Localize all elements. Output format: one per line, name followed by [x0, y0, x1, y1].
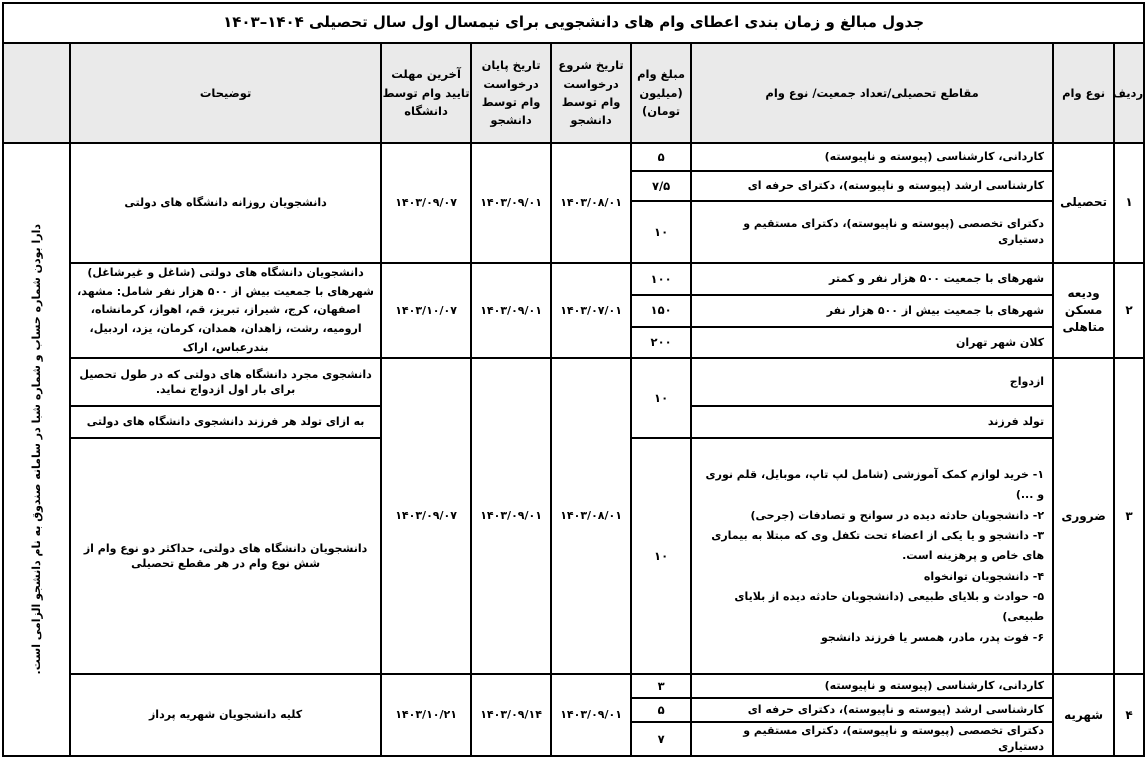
list-item: ۵- حوادث و بلایای طبیعی (دانشجویان حادثه دیده از بلایای طبیعی) [734, 589, 1045, 624]
amount-cell: ۱۰ [631, 201, 691, 263]
level-cell: شهرهای با جمعیت ۵۰۰ هزار نفر و کمتر [691, 263, 1053, 295]
start-date: ۱۴۰۳/۰۸/۰۱ [551, 143, 631, 263]
end-date: ۱۴۰۳/۰۹/۰۱ [471, 143, 551, 263]
loan-schedule-page [2, 2, 1143, 759]
level-cell: کاردانی، کارشناسی (پیوسته و ناپیوسته) [691, 143, 1053, 171]
notes-cell: کلیه دانشجویان شهریه پرداز [70, 674, 381, 756]
row-number: ۴ [1114, 674, 1144, 756]
list-item: ۱- خرید لوازم کمک آموزشی (شامل لپ تاپ، موبایل، قلم نوری و ...) [705, 467, 1045, 502]
level-cell: ازدواج [691, 358, 1053, 406]
header-level: مقاطع تحصیلی/تعداد جمعیت/ نوع وام [691, 43, 1053, 143]
deadline-date: ۱۴۰۳/۱۰/۲۱ [381, 674, 471, 756]
level-cell: کارشناسی ارشد (پیوسته و ناپیوسته)، دکترای حرفه ای [691, 171, 1053, 201]
notes-cell: دانشجویان روزانه دانشگاه های دولتی [70, 143, 381, 263]
amount-cell: ۲۰۰ [631, 327, 691, 359]
amount-cell: ۱۰۰ [631, 263, 691, 295]
deadline-date: ۱۴۰۳/۰۹/۰۷ [381, 358, 471, 674]
amount-cell: ۵ [631, 698, 691, 722]
loan-type: ضروری [1053, 358, 1114, 674]
loan-type: تحصیلی [1053, 143, 1114, 263]
level-cell: تولد فرزند [691, 406, 1053, 438]
loan-type: شهریه [1053, 674, 1114, 756]
notes-cell: دانشجویان دانشگاه های دولتی، حداکثر دو نوع وام از شش نوع وام در هر مقطع تحصیلی [70, 438, 381, 674]
end-date: ۱۴۰۳/۰۹/۰۱ [471, 358, 551, 674]
row-number: ۳ [1114, 358, 1144, 674]
loan-schedule-table [2, 2, 1145, 757]
notes-cell: دانشجوی مجرد دانشگاه های دولتی که در طول تحصیل برای بار اول ازدواج نماید. [70, 358, 381, 406]
amount-cell: ۱۵۰ [631, 295, 691, 327]
end-date: ۱۴۰۳/۰۹/۰۱ [471, 263, 551, 358]
amount-cell: ۷ [631, 722, 691, 756]
notes-cell: دانشجویان دانشگاه های دولتی (شاغل و غیرشاغل) شهرهای با جمعیت بیش از ۵۰۰ هزار نفر شامل: مشهد، اصفهان، کرج، شیراز، تبریز، قم، اهواز، کرمانشاه، ارومیه، رشت، زاهدان، همدان، کرمان، یزد، اردبیل، بندرعباس، اراک [70, 263, 381, 358]
header-amount: مبلغ وام (میلیون تومان) [631, 43, 691, 143]
emergency-list-cell [691, 438, 1053, 674]
end-date: ۱۴۰۳/۰۹/۱۴ [471, 674, 551, 756]
header-start-date: تاریخ شروع درخواست وام توسط دانشجو [551, 43, 631, 143]
row-number: ۲ [1114, 263, 1144, 358]
header-end-date: تاریخ پایان درخواست وام توسط دانشجو [471, 43, 551, 143]
level-cell: کارشناسی ارشد (پیوسته و ناپیوسته)، دکترای حرفه ای [691, 698, 1053, 722]
notes-cell: به ازای تولد هر فرزند دانشجوی دانشگاه های دولتی [70, 406, 381, 438]
side-header-empty [3, 43, 70, 143]
header-loan-type: نوع وام [1053, 43, 1114, 143]
amount-cell: ۷/۵ [631, 171, 691, 201]
side-note: دارا بودن شماره حساب و شماره شبا در سامانه صندوق به نام دانشجو الزامی است. [29, 224, 43, 675]
amount-cell: ۱۰ [631, 438, 691, 674]
level-cell: دکترای تخصصی (پیوسته و ناپیوسته)، دکترای مستقیم و دستیاری [691, 201, 1053, 263]
loan-type: ودیعه مسکن متاهلی [1053, 263, 1114, 358]
start-date: ۱۴۰۳/۰۹/۰۱ [551, 674, 631, 756]
header-row-number: ردیف [1114, 43, 1144, 143]
list-item: ۶- فوت پدر، مادر، همسر یا فرزند دانشجو [821, 630, 1045, 644]
deadline-date: ۱۴۰۳/۱۰/۰۷ [381, 263, 471, 358]
deadline-date: ۱۴۰۳/۰۹/۰۷ [381, 143, 471, 263]
list-item: ۳- دانشجو و یا یکی از اعضاء تحت تکفل وی که مبتلا به بیماری های خاص و پرهزینه است. [711, 528, 1045, 563]
amount-cell: ۵ [631, 143, 691, 171]
level-cell: کلان شهر تهران [691, 327, 1053, 359]
level-cell: کاردانی، کارشناسی (پیوسته و ناپیوسته) [691, 674, 1053, 698]
start-date: ۱۴۰۳/۰۸/۰۱ [551, 358, 631, 674]
amount-cell: ۳ [631, 674, 691, 698]
table-title: جدول مبالغ و زمان بندی اعطای وام های دانشجویی برای نیمسال اول سال تحصیلی ۱۴۰۴–۱۴۰۳ [3, 3, 1144, 43]
side-note-cell [3, 143, 70, 756]
header-deadline: آخرین مهلت تایید وام توسط دانشگاه [381, 43, 471, 143]
list-item: ۴- دانشجویان توانخواه [923, 569, 1045, 583]
start-date: ۱۴۰۳/۰۷/۰۱ [551, 263, 631, 358]
amount-cell: ۱۰ [631, 358, 691, 438]
header-notes: توضیحات [70, 43, 381, 143]
level-cell: دکترای تخصصی (پیوسته و ناپیوسته)، دکترای مستقیم و دستیاری [691, 722, 1053, 756]
row-number: ۱ [1114, 143, 1144, 263]
list-item: ۲- دانشجویان حادثه دیده در سوانح و تصادفات (جرحی) [750, 508, 1045, 522]
level-cell: شهرهای با جمعیت بیش از ۵۰۰ هزار نفر [691, 295, 1053, 327]
